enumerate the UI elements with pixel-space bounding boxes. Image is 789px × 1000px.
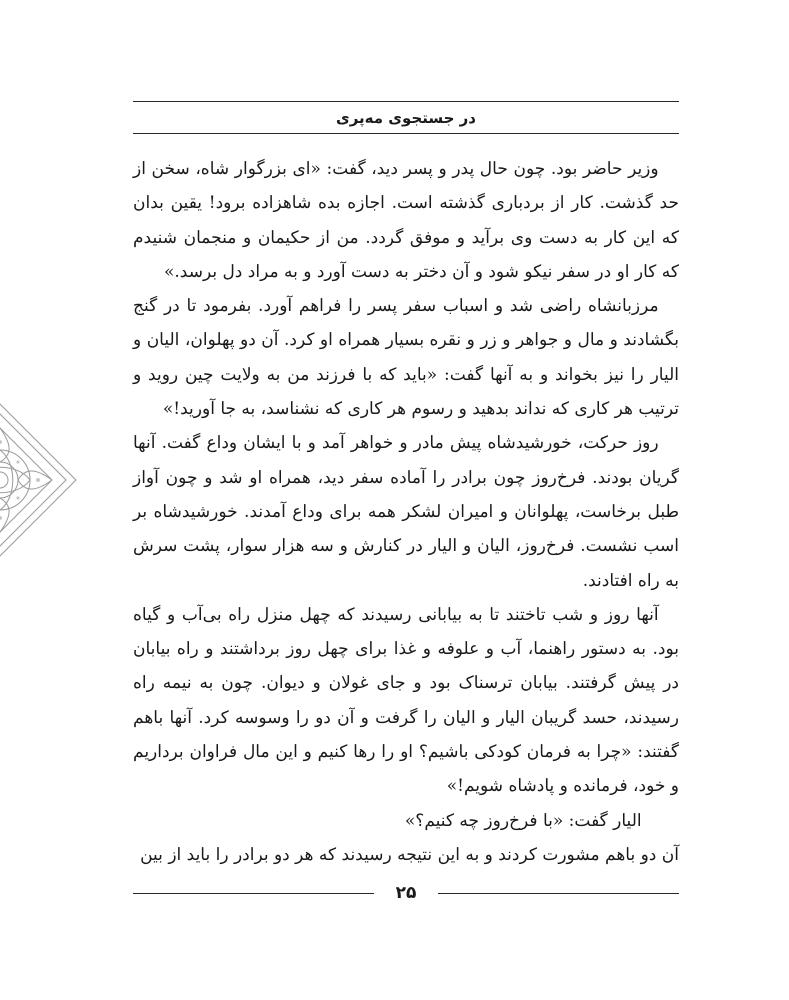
footer-rule-left xyxy=(133,893,374,894)
page-number: ۲۵ xyxy=(395,883,417,903)
paragraph-5: الیار گفت: «با فرخ‌روز چه کنیم؟» xyxy=(404,810,642,831)
body-text xyxy=(133,152,679,872)
running-title: در جستجوی مه‌پری xyxy=(335,109,477,127)
header-rule-bottom xyxy=(133,133,679,134)
paragraph-3: روز حرکت، خورشیدشاه پیش مادر و خواهر آمد و با ایشان وداع گفت. آنها گریان بودند. فرخ‌روز چون برادر را آماده سفر دید، همراه او شد و چون آواز طبل برخاست، پهلوانان و امیران لشکر همه برای وداع آمدند. خورشیدشاه بر اسب نشست. فرخ‌روز، الیان و الیار در کنارش و سه هزار سوار، پشت سرش به راه افتادند. xyxy=(133,433,679,591)
header-rule-top xyxy=(133,101,679,102)
paragraph-2: مرزبانشاه راضی شد و اسباب سفر پسر را فراهم آورد. بفرمود تا در گنج بگشادند و مال و جواهر و زر و نقره بسیار همراه او کرد. آن دو پهلوان، الیان و الیار را نیز بخواند و به آنها گفت: «باید که با فرزند من به ولایت چین روید و ترتیب هر کاری که نداند بدهید و رسوم هر کاری که نشناسد، به جا آورید!» xyxy=(133,296,679,420)
paragraph-6: آن دو باهم مشورت کردند و به این نتیجه رسیدند که هر دو برادر را باید از بین xyxy=(140,844,679,865)
paragraph-4: آنها روز و شب تاختند تا به بیابانی رسیدند که چهل منزل راه بی‌آب و گیاه بود. به دستور راهنما، آب و علوفه و غذا برای چهل روز برداشتند و راه بیابان در پیش گرفتند. بیابان ترسناک بود و جای غولان و دیوان. چون به نیمه راه رسیدند، حسد گریبان الیار و الیان را گرفت و آن دو را وسوسه کرد. آنها باهم گفتند: «چرا به فرمان کودکی باشیم؟ او را رها کنیم و این مال فراوان برداریم و خود، فرمانده و پادشاه شویم!» xyxy=(133,604,679,797)
arabesque-ornament-icon xyxy=(0,402,78,558)
paragraph-1: وزیر حاضر بود. چون حال پدر و پسر دید، گفت: «ای بزرگوار شاه، سخن از حد گذشت. کار از بردباری گذشته است. اجازه بده شاهزاده برود! یقین بدان که این کار به دست وی برآید و موفق گردد. من از حکیمان و منجمان شنیدم که کار او در سفر نیکو شود و آن دختر به دست آورد و به مراد دل برسد.» xyxy=(133,159,679,282)
footer-rule-right xyxy=(438,893,679,894)
